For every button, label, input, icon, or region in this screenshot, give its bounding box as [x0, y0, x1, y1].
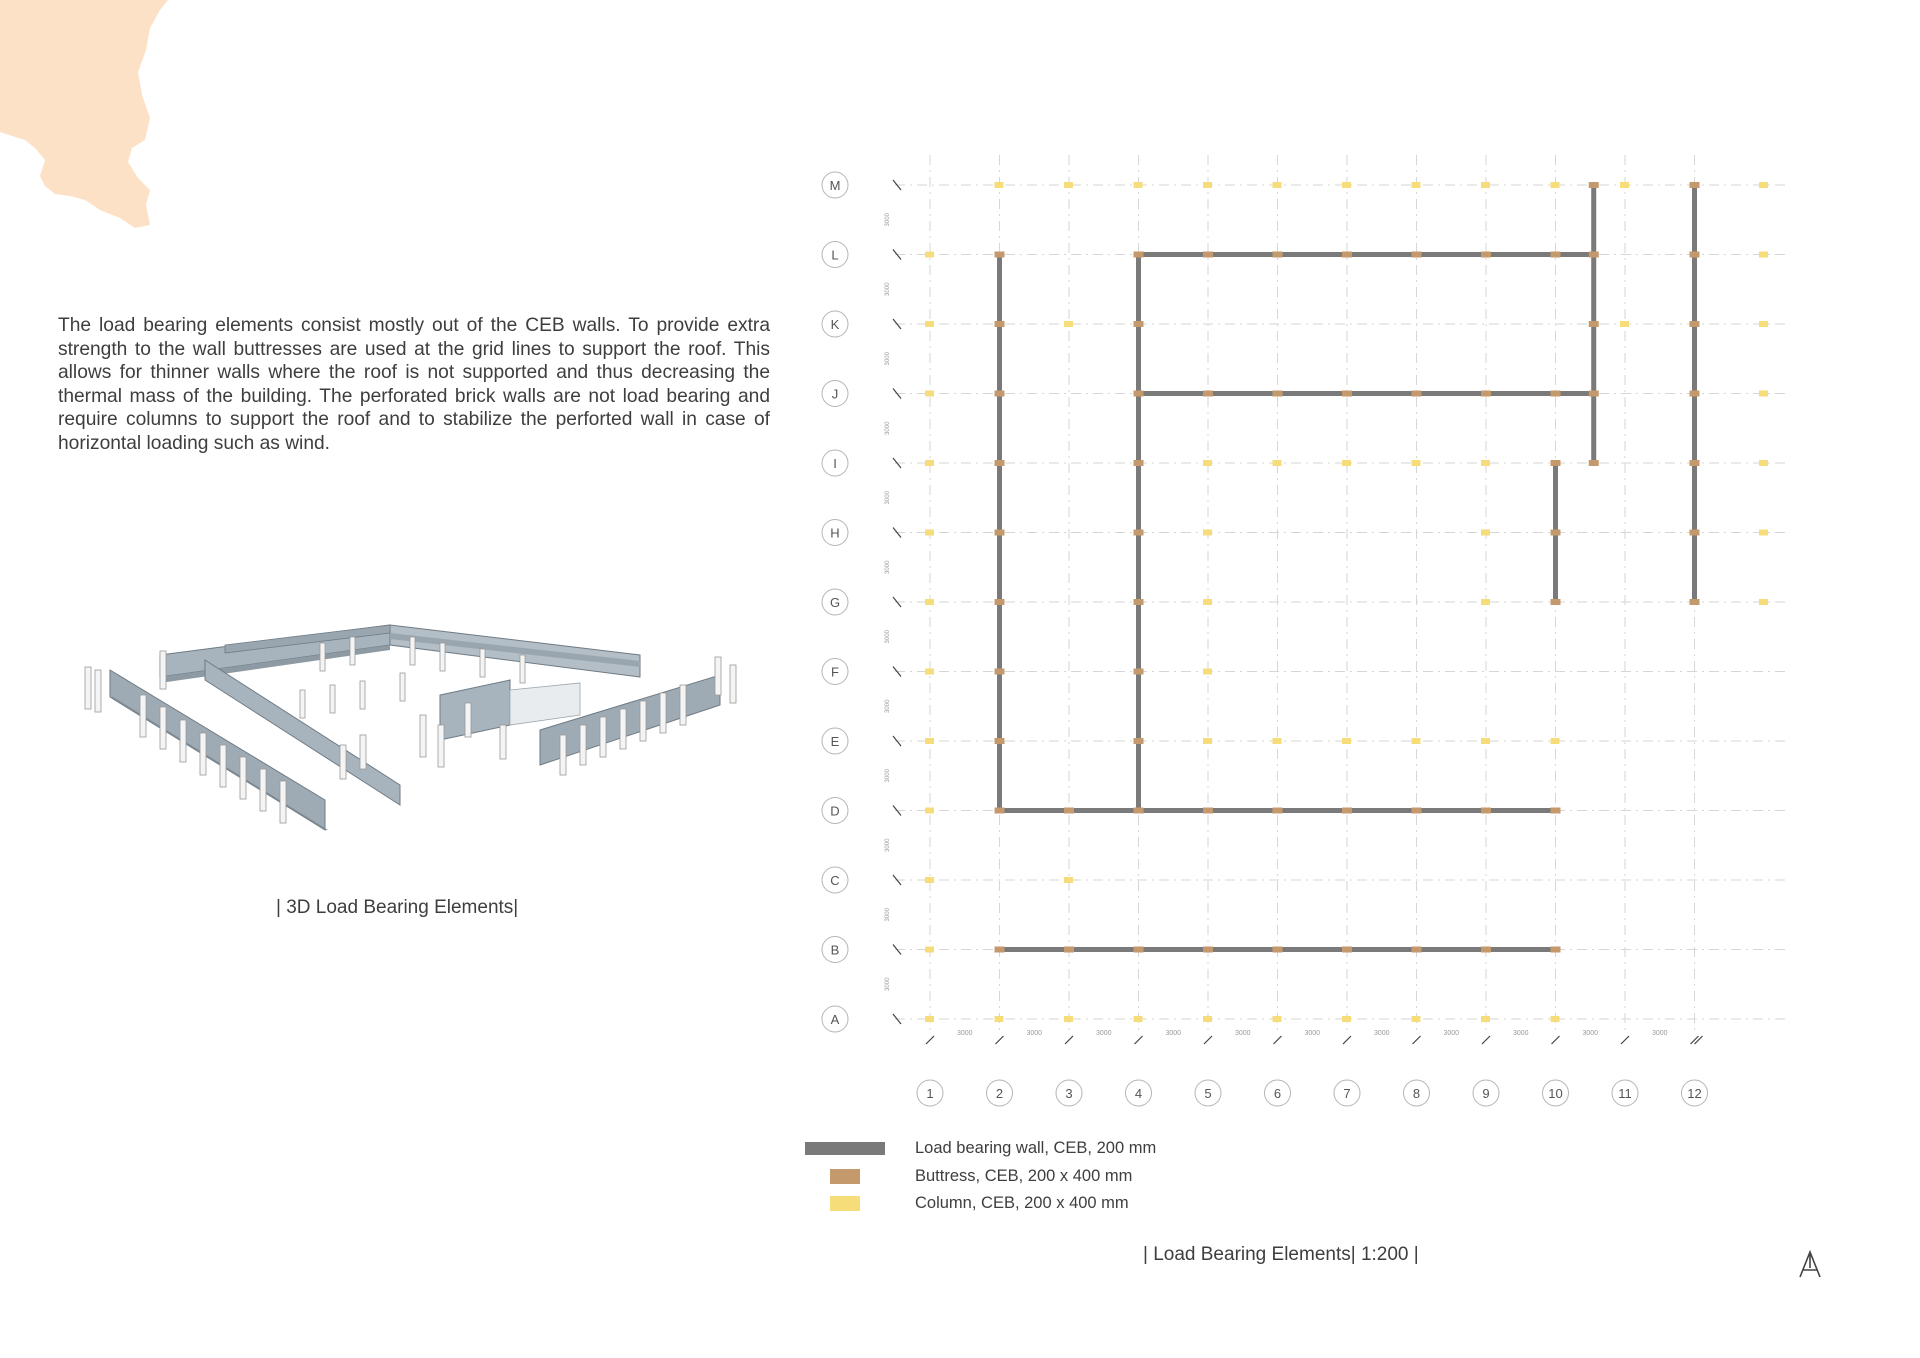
grid-label-row: J	[831, 386, 839, 402]
buttress	[1273, 808, 1283, 814]
column	[1481, 182, 1490, 188]
grid-label-row: M	[829, 178, 841, 193]
buttress	[995, 530, 1005, 536]
buttress	[1134, 599, 1144, 605]
buttress	[1342, 391, 1352, 397]
column	[1203, 738, 1212, 744]
buttress	[1134, 321, 1144, 327]
region-map-icon	[0, 0, 180, 230]
column	[925, 391, 934, 397]
grid-tick-col	[1552, 1036, 1560, 1044]
buttress	[1690, 182, 1700, 188]
column	[1273, 738, 1282, 744]
buttress	[995, 252, 1005, 258]
buttress	[1134, 738, 1144, 744]
column	[1481, 1016, 1490, 1022]
grid-tick-col	[1274, 1036, 1282, 1044]
column	[1273, 182, 1282, 188]
column	[1064, 1016, 1073, 1022]
column	[1481, 599, 1490, 605]
column	[925, 877, 934, 883]
buttress	[995, 808, 1005, 814]
grid-label-row: H	[830, 525, 840, 541]
grid-tick-col	[1413, 1036, 1421, 1044]
column	[1412, 460, 1421, 466]
grid-label-row: B	[830, 942, 840, 958]
column	[1064, 182, 1073, 188]
buttress	[1273, 252, 1283, 258]
grid-spacing-row: 3000	[885, 838, 891, 852]
buttress	[1551, 947, 1561, 953]
grid-label-col: 1	[926, 1086, 934, 1101]
buttress	[1134, 669, 1144, 675]
buttress	[1589, 321, 1599, 327]
grid-spacing-col: 3000	[1512, 1030, 1529, 1037]
buttress	[1551, 391, 1561, 397]
grid-tick-col	[996, 1036, 1004, 1044]
buttress	[1690, 252, 1700, 258]
grid-spacing-row: 3000	[885, 699, 891, 713]
column	[925, 599, 934, 605]
column	[1481, 460, 1490, 466]
buttress	[1589, 391, 1599, 397]
buttress	[1412, 808, 1422, 814]
column	[1203, 599, 1212, 605]
buttress	[1412, 391, 1422, 397]
column	[1203, 460, 1212, 466]
buttress	[1203, 947, 1213, 953]
column	[925, 947, 934, 953]
column	[1551, 1016, 1560, 1022]
column	[1759, 252, 1768, 258]
grid-tick-col	[1691, 1036, 1699, 1044]
buttress	[1412, 252, 1422, 258]
column	[1342, 1016, 1351, 1022]
buttress	[1342, 252, 1352, 258]
grid-label-col: 6	[1273, 1086, 1282, 1101]
legend-buttress-swatch	[830, 1169, 860, 1184]
grid-spacing-col: 3000	[956, 1030, 973, 1037]
grid-label-col: 7	[1343, 1086, 1351, 1101]
grid-label-row: I	[833, 456, 837, 471]
grid-label-row: C	[830, 873, 840, 888]
buttress	[1134, 252, 1144, 258]
column	[1759, 321, 1768, 327]
grid-tick-col	[1204, 1036, 1212, 1044]
buttress	[1589, 252, 1599, 258]
column	[1203, 530, 1212, 536]
plan-caption: | Load Bearing Elements| 1:200 |	[1143, 1244, 1419, 1265]
grid-label-col: 4	[1134, 1086, 1143, 1101]
grid-spacing-row: 3000	[885, 491, 891, 505]
grid-spacing-col: 3000	[1582, 1030, 1599, 1037]
column	[925, 808, 934, 814]
column	[1203, 669, 1212, 675]
buttress	[1134, 530, 1144, 536]
grid-spacing-col: 3000	[1234, 1030, 1251, 1037]
grid-label-row: E	[830, 734, 840, 749]
grid-tick-col	[1343, 1036, 1351, 1044]
column	[1342, 460, 1351, 466]
column	[1412, 1016, 1421, 1022]
grid-spacing-col: 3000	[1373, 1030, 1390, 1037]
grid-spacing-row: 3000	[885, 908, 891, 922]
legend-item-wall	[800, 1138, 1220, 1158]
buttress	[1690, 460, 1700, 466]
column	[1412, 182, 1421, 188]
legend-column-label: Column, CEB, 200 x 400 mm	[915, 1194, 1129, 1212]
column	[1620, 321, 1629, 327]
column	[1551, 182, 1560, 188]
grid-spacing-col: 3000	[1443, 1030, 1460, 1037]
grid-spacing-row: 3000	[885, 213, 891, 227]
buttress	[1589, 182, 1599, 188]
buttress	[1551, 808, 1561, 814]
column	[925, 1016, 934, 1022]
buttress	[995, 738, 1005, 744]
buttress	[1551, 460, 1561, 466]
legend-item-column	[800, 1193, 1220, 1213]
column	[995, 182, 1004, 188]
column	[1064, 877, 1073, 883]
column	[1342, 182, 1351, 188]
buttress	[995, 460, 1005, 466]
grid-label-col: 9	[1482, 1086, 1490, 1101]
grid-spacing-row: 3000	[885, 282, 891, 296]
north-arrow-icon	[1797, 1250, 1823, 1278]
grid-spacing-row: 3000	[885, 560, 891, 574]
legend-wall-swatch	[805, 1142, 885, 1155]
buttress	[995, 947, 1005, 953]
buttress	[1134, 460, 1144, 466]
buttress	[995, 391, 1005, 397]
grid-label-col: 11	[1618, 1086, 1632, 1101]
column	[1203, 182, 1212, 188]
column	[925, 738, 934, 744]
grid-spacing-col: 3000	[1651, 1030, 1668, 1037]
buttress	[1134, 808, 1144, 814]
column	[1342, 738, 1351, 744]
grid-spacing-col: 3000	[1304, 1030, 1321, 1037]
column	[1759, 599, 1768, 605]
grid-tick-col	[1621, 1036, 1629, 1044]
buttress	[995, 321, 1005, 327]
buttress	[1064, 808, 1074, 814]
floor-plan	[800, 150, 1820, 1110]
buttress	[1203, 808, 1213, 814]
column	[1134, 1016, 1143, 1022]
iso-caption: | 3D Load Bearing Elements|	[276, 897, 519, 918]
grid-tick-col	[1135, 1036, 1143, 1044]
buttress	[1690, 391, 1700, 397]
buttress	[1481, 252, 1491, 258]
grid-label-row: D	[830, 803, 840, 819]
column	[925, 669, 934, 675]
buttress	[1342, 808, 1352, 814]
buttress	[1481, 947, 1491, 953]
column	[995, 1016, 1004, 1022]
grid-label-col: 3	[1065, 1086, 1073, 1101]
buttress	[995, 599, 1005, 605]
column	[1759, 530, 1768, 536]
grid-tick-col	[1482, 1036, 1490, 1044]
description-text: The load bearing elements consist mostly out of the CEB walls. To provide extra strength to the wall buttresses are used at the grid lines to support the roof. This allows for thinner walls where the roof is not supported and thus decreasing the thermal mass of the building. The perforated brick walls are not load bearing and require columns to support the roof and to stabilize the perforted wall in case of horizontal loading such as wind.	[58, 315, 770, 454]
grid-label-row: K	[830, 317, 840, 332]
grid-spacing-row: 3000	[885, 630, 891, 644]
buttress	[1690, 599, 1700, 605]
buttress	[1412, 947, 1422, 953]
column	[1551, 738, 1560, 744]
buttress	[1064, 947, 1074, 953]
legend-wall-label: Load bearing wall, CEB, 200 mm	[915, 1139, 1157, 1157]
column	[925, 252, 934, 258]
column	[925, 460, 934, 466]
buttress	[1589, 460, 1599, 466]
buttress	[1481, 808, 1491, 814]
grid-label-col: 10	[1548, 1086, 1563, 1101]
grid-label-row: F	[831, 664, 839, 680]
iso-3d-diagram	[60, 585, 760, 855]
grid-label-col: 12	[1687, 1086, 1702, 1101]
legend-column-swatch	[830, 1196, 860, 1211]
column	[1203, 1016, 1212, 1022]
column	[1481, 530, 1490, 536]
grid-spacing-col: 3000	[1026, 1030, 1043, 1037]
column	[1134, 182, 1143, 188]
grid-tick-col	[1065, 1036, 1073, 1044]
buttress	[1551, 252, 1561, 258]
column	[1412, 738, 1421, 744]
grid-spacing-row: 3000	[885, 421, 891, 435]
grid-spacing-row: 3000	[885, 977, 891, 991]
buttress	[1481, 391, 1491, 397]
column	[1273, 460, 1282, 466]
column	[1620, 182, 1629, 188]
buttress	[1134, 391, 1144, 397]
column	[925, 321, 934, 327]
legend-item-buttress	[800, 1166, 1220, 1186]
buttress	[1203, 391, 1213, 397]
column	[1759, 182, 1768, 188]
grid-label-row: A	[830, 1012, 840, 1027]
buttress	[1551, 599, 1561, 605]
legend-buttress-label: Buttress, CEB, 200 x 400 mm	[915, 1167, 1133, 1185]
column	[1759, 391, 1768, 397]
grid-label-col: 8	[1412, 1086, 1421, 1101]
column	[925, 530, 934, 536]
buttress	[1690, 321, 1700, 327]
buttress	[1273, 947, 1283, 953]
column	[1759, 460, 1768, 466]
column	[1064, 321, 1073, 327]
grid-spacing-row: 3000	[885, 352, 891, 366]
grid-label-row: G	[829, 595, 841, 610]
buttress	[1203, 252, 1213, 258]
buttress	[1690, 530, 1700, 536]
buttress	[1342, 947, 1352, 953]
buttress	[1551, 530, 1561, 536]
grid-label-row: L	[831, 247, 839, 263]
column	[1481, 738, 1490, 744]
grid-label-col: 5	[1204, 1086, 1212, 1101]
grid-label-col: 2	[995, 1086, 1004, 1101]
buttress	[1273, 391, 1283, 397]
grid-tick-col	[1695, 1036, 1703, 1044]
buttress	[995, 669, 1005, 675]
column	[1273, 1016, 1282, 1022]
buttress	[1134, 947, 1144, 953]
grid-spacing-col: 3000	[1095, 1030, 1112, 1037]
grid-spacing-col: 3000	[1165, 1030, 1182, 1037]
grid-spacing-row: 3000	[885, 769, 891, 783]
grid-tick-col	[926, 1036, 934, 1044]
